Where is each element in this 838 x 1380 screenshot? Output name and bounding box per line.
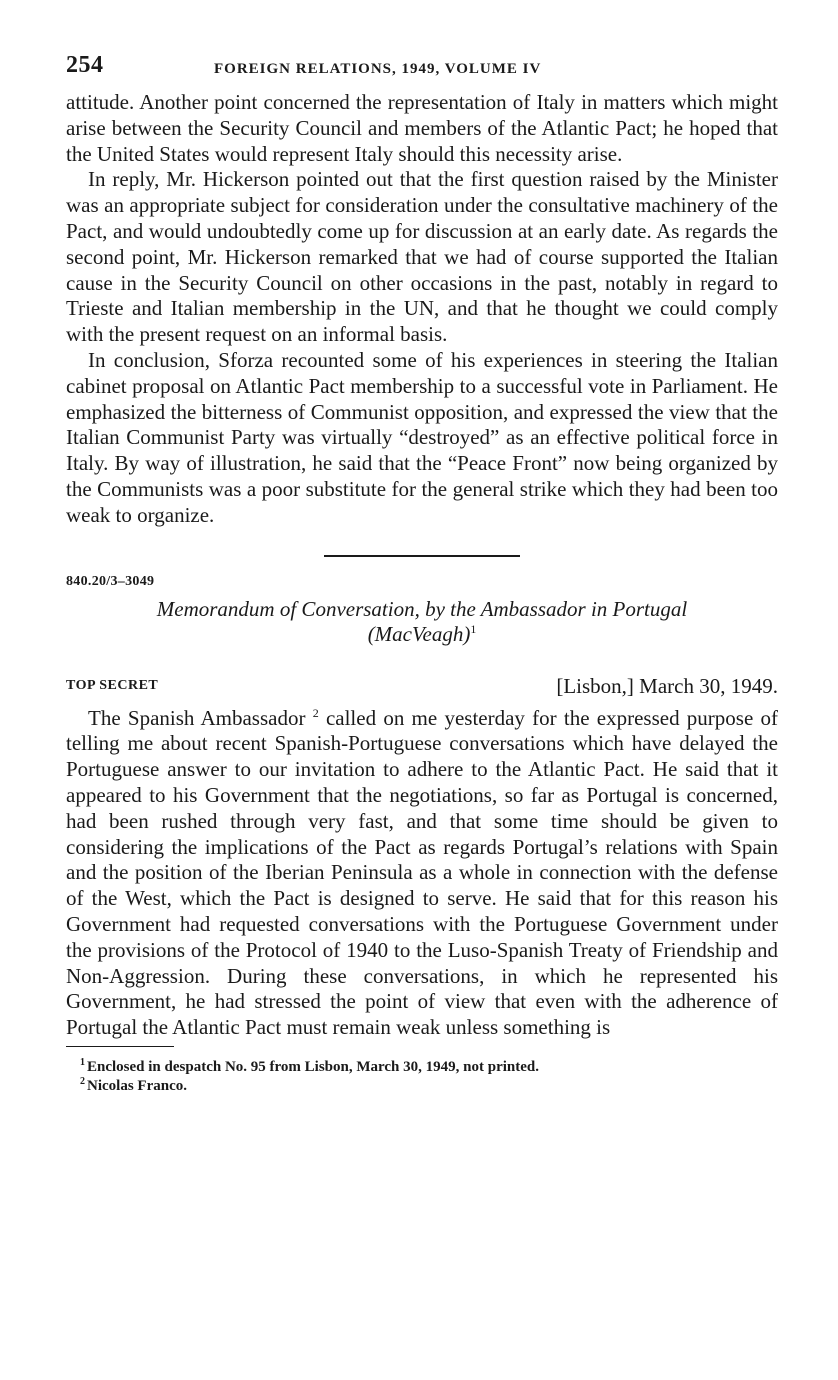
sforza-conclusion-paragraph: In conclusion, Sforza recounted some of his experiences in steering the Italian cabinet proposal on Atlantic Pact membership to a successful vote in Parliament. He emphasized the bitterness of Communist opposition, and expressed the view that the Italian Communist Party was virtually “destroyed” as an effective political force in Italy. By way of illustration, he said that the “Peace Front” now being organized by the Communists was a poor substitute for the general strike which they had been too weak to organize. <box>66 347 778 527</box>
memorandum-paragraph <box>66 706 778 1041</box>
continued-paragraph: attitude. Another point concerned the representation of Italy in matters which might arise between the Security Council and members of the Atlantic Pact; he hoped that the United States would represent Italy should this necessity arise. <box>66 90 778 166</box>
running-head: FOREIGN RELATIONS, 1949, VOLUME IV <box>214 61 542 77</box>
hickerson-reply-paragraph: In reply, Mr. Hickerson pointed out that the first question raised by the Minister was an appropriate subject for consideration under the consultative machinery of the Pact, and would undoubtedly come up for discussion at an early date. As regards the second point, Mr. Hickerson remarked that we had of course supported the Italian cause in the Security Council on other occasions in the past, notably in regard to Trieste and Italian membership in the UN, and that he thought we could comply with the present request on an informal basis. <box>66 167 778 347</box>
document-title <box>66 597 778 647</box>
memorandum-paragraph-start: The Spanish Ambassador <box>88 705 306 730</box>
document-title-line-1: Memorandum of Conversation, by the Ambassador in Portugal <box>156 596 688 621</box>
classification-label: TOP SECRET <box>66 677 159 693</box>
document-title-line-2 <box>66 622 778 647</box>
footnote-1-text: Enclosed in despatch No. 95 from Lisbon, March 30, 1949, not printed. <box>87 1058 539 1075</box>
footnote-2-text: Nicolas Franco. <box>87 1077 187 1094</box>
footnotes <box>66 1058 778 1096</box>
footnote-1-mark: 1 <box>80 1056 85 1068</box>
section-divider <box>324 555 520 557</box>
title-footnote-marker: 1 <box>470 621 477 636</box>
memorandum-paragraph-rest: called on me yesterday for the expressed purpose of telling me about recent Spanish-Portuguese conversations which have delayed the Portuguese answer to our invitation to adhere to the Atlantic Pact. He said that it appeared to his Government that the negotiations, so far as Portugal is concerned, had been rushed through very fast, and that some time should be given to considering the implications of the Pact as regards Portugal’s relations with Spain and the position of the Iberian Peninsula as a whole in connection with the defense of the West, which the Pact is designed to serve. He said that for this reason his Government had requested conversations with the Portuguese Government under the provisions of the Protocol of 1940 to the Luso-Spanish Treaty of Friendship and Non-Aggression. During these conversations, in which he represented his Government, he had stressed the point of view that even with the adherence of Portugal the Atlantic Pact must remain weak unless something is <box>66 705 779 1040</box>
document-author: (MacVeagh) <box>367 621 471 646</box>
footnote-2 <box>80 1077 778 1096</box>
footnote-divider <box>66 1046 174 1047</box>
page-number: 254 <box>66 52 104 78</box>
page-header <box>66 52 778 90</box>
ambassador-footnote-marker: 2 <box>312 705 319 720</box>
footnote-2-mark: 2 <box>80 1075 85 1087</box>
document-page <box>66 52 778 1096</box>
footnote-1 <box>80 1058 778 1077</box>
dateline <box>66 674 778 706</box>
document-date: [Lisbon,] March 30, 1949. <box>556 673 778 698</box>
file-reference: 840.20/3–3049 <box>66 573 155 589</box>
